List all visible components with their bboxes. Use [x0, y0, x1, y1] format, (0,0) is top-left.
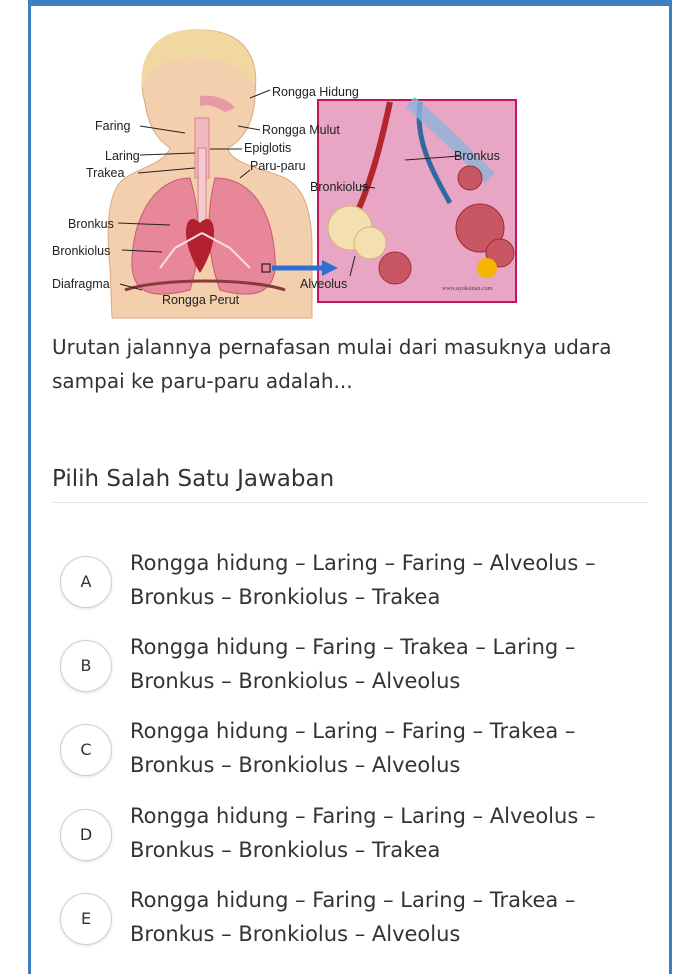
option-text[interactable]: Rongga hidung – Laring – Faring – Alveolus – Bronkus – Bronkiolus – Trakea: [130, 551, 596, 609]
option-text[interactable]: Rongga hidung – Faring – Trakea – Laring – Bronkus – Bronkiolus – Alveolus: [130, 635, 576, 693]
answer-option-c[interactable]: [60, 714, 640, 786]
option-letter-badge[interactable]: D: [60, 809, 112, 861]
label-paru-paru: Paru-paru: [250, 159, 306, 173]
label-bronkiolus: Bronkiolus: [52, 244, 111, 258]
question-text: Urutan jalannya pernafasan mulai dari masuknya udara sampai ke paru-paru adalah...: [52, 335, 612, 393]
label-bronkus: Bronkus: [68, 217, 114, 231]
option-letter-badge[interactable]: E: [60, 893, 112, 945]
label-epiglotis: Epiglotis: [244, 141, 292, 155]
section-divider: [52, 502, 648, 503]
answer-option-d[interactable]: [60, 799, 640, 871]
answer-option-b[interactable]: [60, 630, 640, 702]
option-text[interactable]: Rongga hidung – Laring – Faring – Trakea – Bronkus – Bronkiolus – Alveolus: [130, 719, 576, 777]
label-trakea: Trakea: [86, 166, 125, 180]
label-rongga-perut: Rongga Perut: [162, 293, 240, 307]
option-letter-badge[interactable]: A: [60, 556, 112, 608]
label-bronkus-inset: Bronkus: [454, 149, 500, 163]
option-text[interactable]: Rongga hidung – Faring – Laring – Alveolus – Bronkus – Bronkiolus – Trakea: [130, 804, 596, 862]
label-rongga-mulut: Rongga Mulut: [262, 123, 340, 137]
label-diafragma: Diafragma: [52, 277, 110, 291]
respiratory-system-image: [50, 28, 530, 323]
option-text[interactable]: Rongga hidung – Faring – Laring – Trakea – Bronkus – Bronkiolus – Alveolus: [130, 888, 576, 946]
answer-section-title: Pilih Salah Satu Jawaban: [52, 466, 335, 492]
watermark: www.ayoksinau.com: [442, 286, 493, 292]
option-letter-badge[interactable]: B: [60, 640, 112, 692]
label-rongga-hidung: Rongga Hidung: [272, 85, 359, 99]
label-faring: Faring: [95, 119, 131, 133]
answer-option-a[interactable]: [60, 546, 640, 618]
option-letter-badge[interactable]: C: [60, 724, 112, 776]
human-figure: [108, 30, 312, 318]
answer-option-e[interactable]: [60, 883, 640, 955]
label-alveolus: Alveolus: [300, 277, 348, 291]
label-laring: Laring: [105, 149, 140, 163]
label-bronkiolus-inset: Bronkiolus: [310, 180, 369, 194]
